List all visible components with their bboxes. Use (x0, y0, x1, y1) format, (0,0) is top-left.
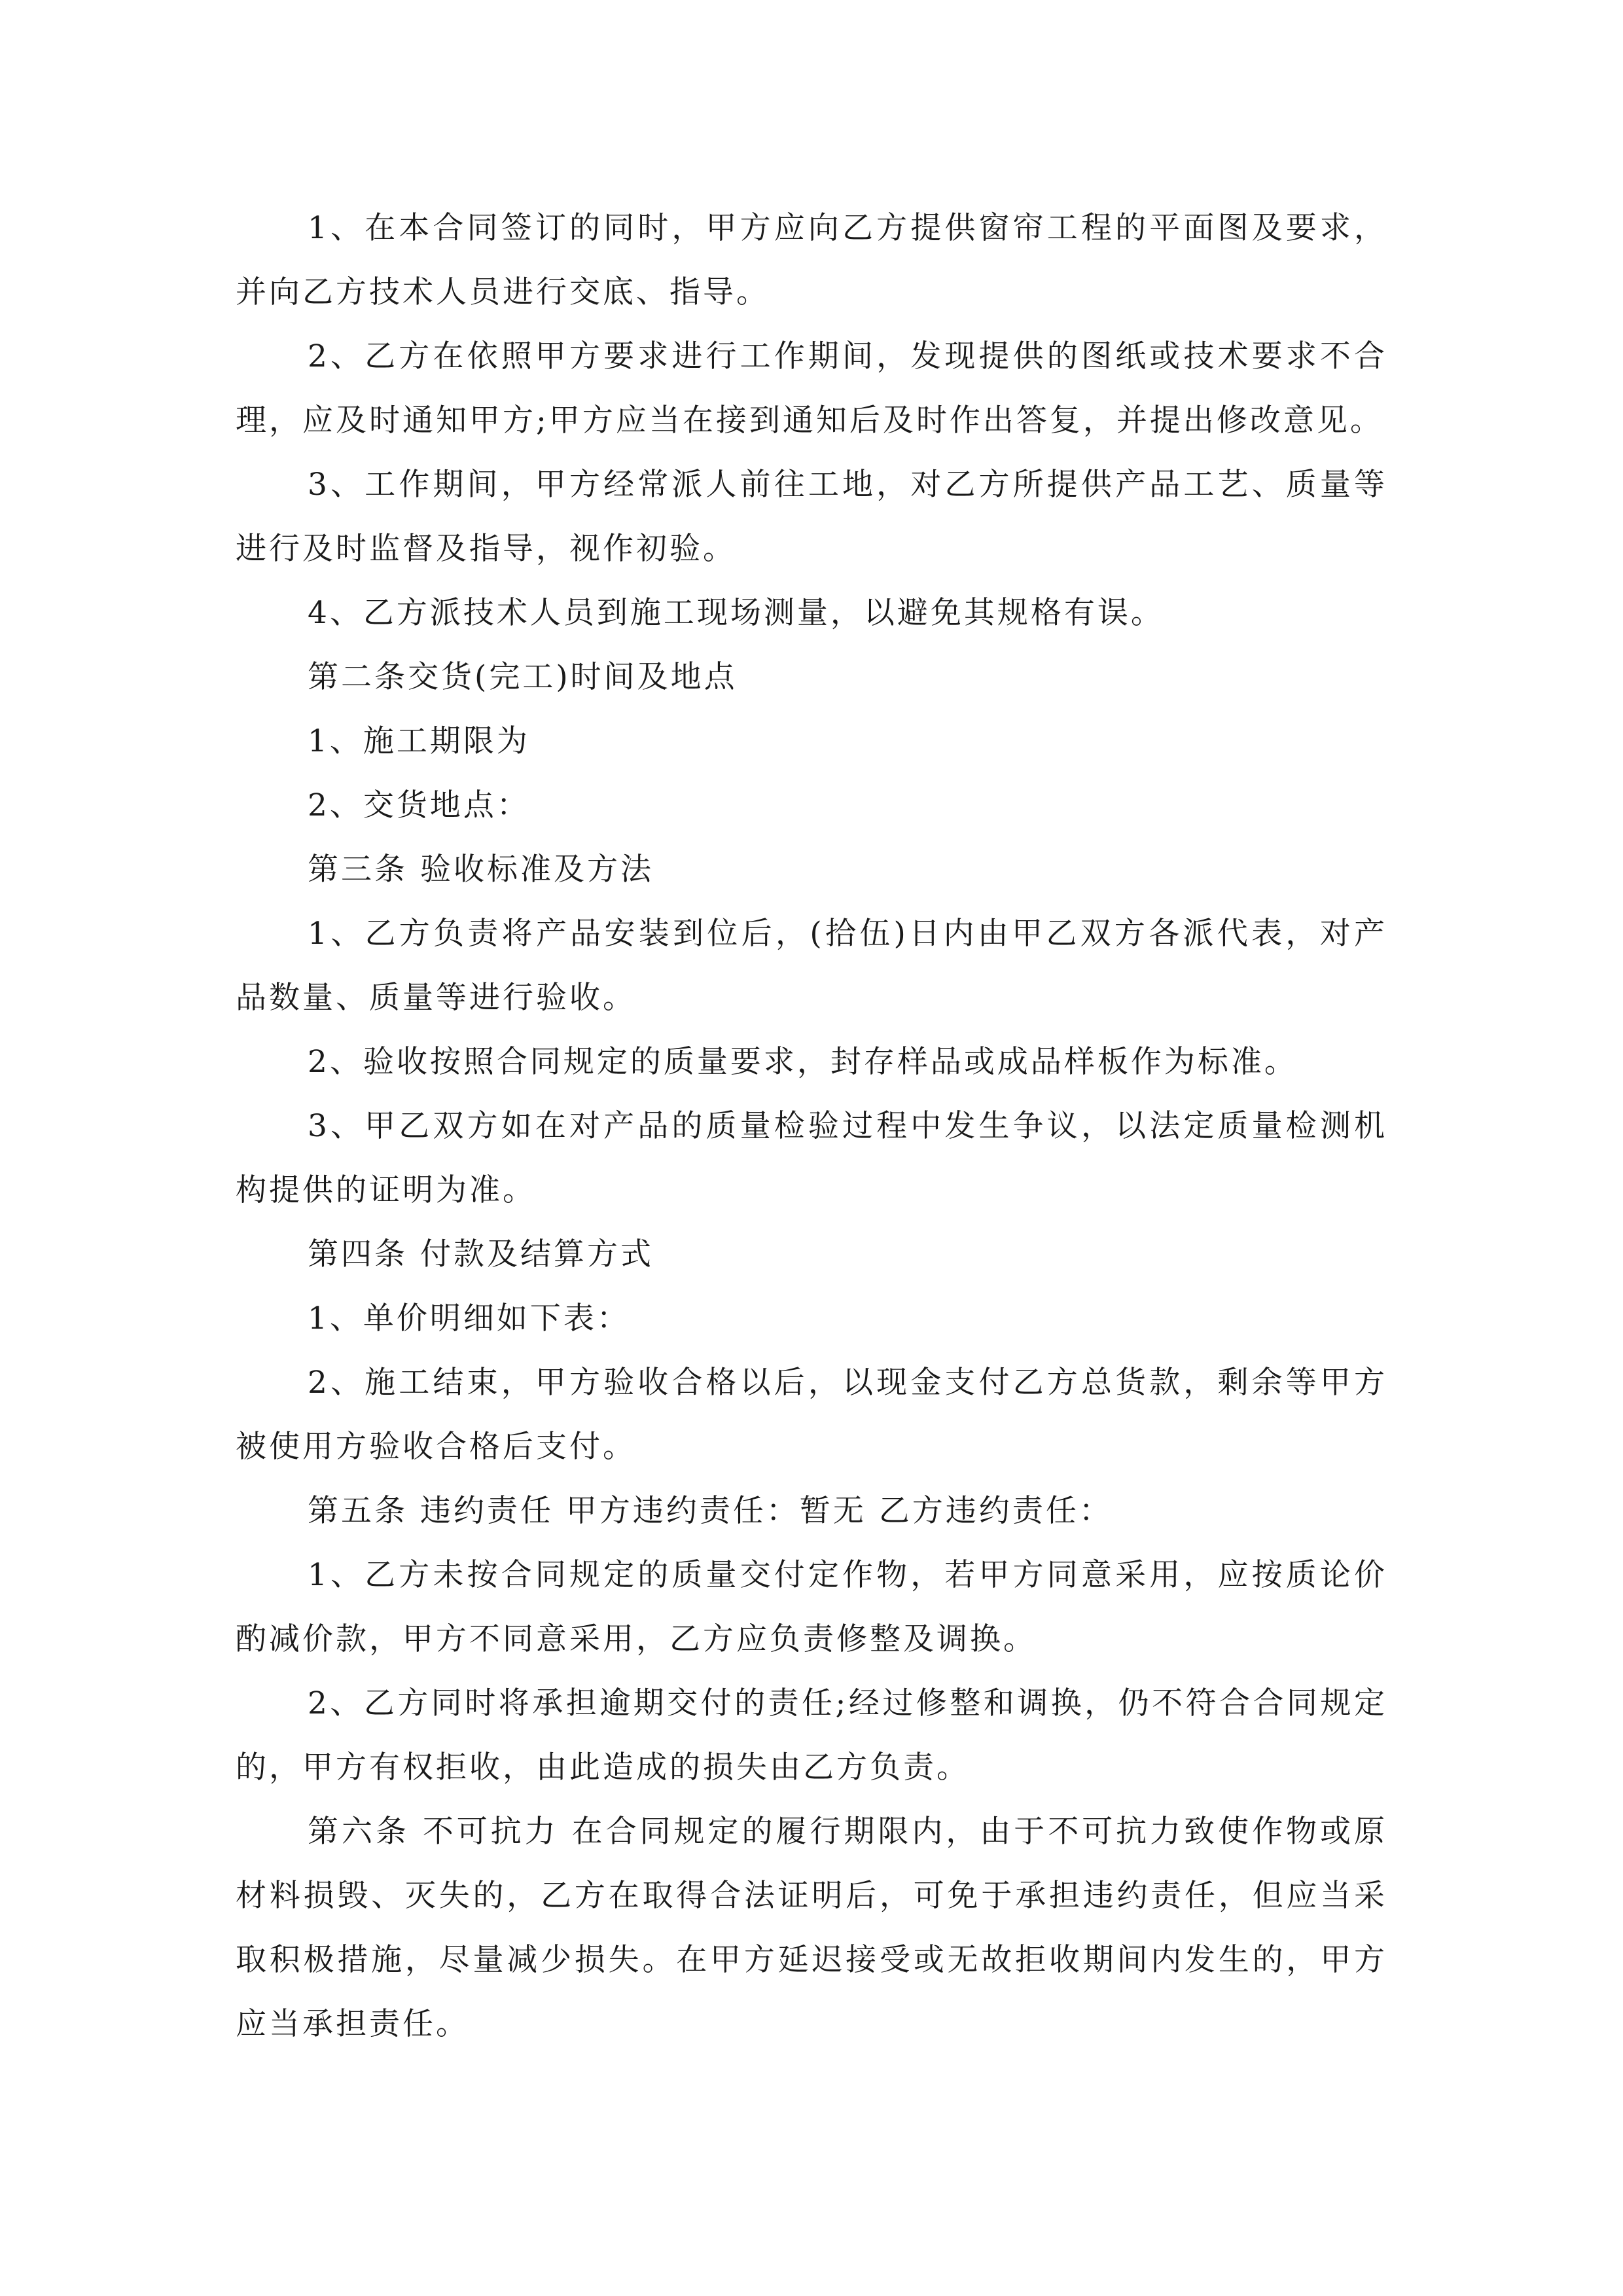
paragraph-article3-item2: 2、验收按照合同规定的质量要求，封存样品或成品样板作为标准。 (308, 1044, 1298, 1080)
document-body (236, 196, 1387, 2056)
heading-article-5: 第五条 违约责任 甲方违约责任：暂无 乙方违约责任： (308, 1493, 1113, 1529)
heading-article-3: 第三条 验收标准及方法 (308, 852, 654, 888)
paragraph-article3-item3: 3、甲乙双方如在对产品的质量检验过程中发生争议，以法定质量检测机构提供的证明为准。 (236, 1108, 1387, 1208)
paragraph-clause1-item4: 4、乙方派技术人员到施工现场测量，以避免其规格有误。 (308, 595, 1164, 631)
paragraph-clause1-item3: 3、工作期间，甲方经常派人前往工地，对乙方所提供产品工艺、质量等进行及时监督及指导，视作初验。 (236, 467, 1387, 567)
paragraph-clause1-item1: 1、在本合同签订的同时，甲方应向乙方提供窗帘工程的平面图及要求，并向乙方技术人员进行交底、指导。 (236, 210, 1387, 310)
paragraph-article4-item2: 2、施工结束，甲方验收合格以后，以现金支付乙方总货款，剩余等甲方被使用方验收合格后支付。 (236, 1365, 1387, 1465)
paragraph-article2-item2: 2、交货地点： (308, 787, 530, 823)
paragraph-article4-item1: 1、单价明细如下表： (308, 1300, 630, 1336)
paragraph-article3-item1: 1、乙方负责将产品安装到位后，(拾伍)日内由甲乙双方各派代表，对产品数量、质量等进行验收。 (236, 916, 1387, 1016)
paragraph-article5-item2: 2、乙方同时将承担逾期交付的责任;经过修整和调换，仍不符合合同规定的，甲方有权拒收，由此造成的损失由乙方负责。 (236, 1685, 1387, 1785)
paragraph-article2-item1: 1、施工期限为 (308, 723, 530, 759)
paragraph-clause1-item2: 2、乙方在依照甲方要求进行工作期间，发现提供的图纸或技术要求不合理，应及时通知甲方;甲方应当在接到通知后及时作出答复，并提出修改意见。 (236, 338, 1387, 439)
heading-article-4: 第四条 付款及结算方式 (308, 1236, 654, 1272)
heading-article-2: 第二条交货(完工)时间及地点 (308, 659, 738, 695)
paragraph-article5-item1: 1、乙方未按合同规定的质量交付定作物，若甲方同意采用，应按质论价酌减价款，甲方不同意采用，乙方应负责修整及调换。 (236, 1557, 1387, 1657)
paragraph-article-6: 第六条 不可抗力 在合同规定的履行期限内，由于不可抗力致使作物或原材料损毁、灭失的，乙方在取得合法证明后，可免于承担违约责任，但应当采取积极措施，尽量减少损失。在甲方延迟接受或无故拒收期间内发生的，甲方应当承担责任。 (236, 1814, 1387, 2042)
